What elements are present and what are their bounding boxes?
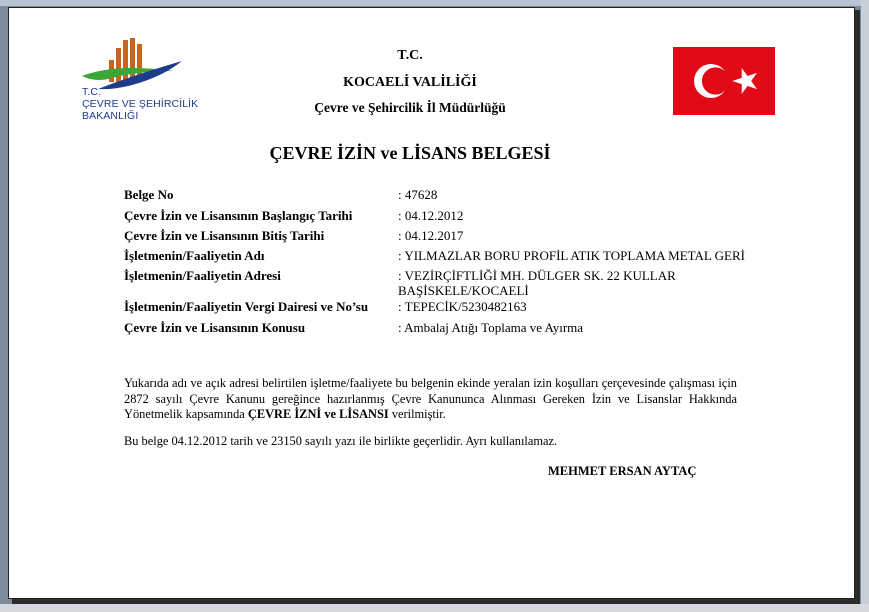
certificate-paragraph — [124, 376, 737, 423]
signatory-name: MEHMET ERSAN AYTAÇ — [548, 464, 697, 478]
viewer-bottom-bar — [0, 604, 869, 612]
field-label-address: İşletmenin/Faaliyetin Adresi — [124, 268, 281, 283]
validity-note: Bu belge 04.12.2012 tarih ve 23150 sayılı yazı ile birlikte geçerlidir. Ayrı kullanılamaz. — [124, 434, 558, 448]
field-value-belge-no: : 47628 — [398, 187, 438, 202]
header-valilik: KOCAELİ VALİLİĞİ — [343, 75, 477, 90]
field-label-tax-office: İşletmenin/Faaliyetin Vergi Dairesi ve No’su — [124, 299, 369, 314]
field-value-subject: : Ambalaj Atığı Toplama ve Ayırma — [398, 320, 584, 335]
viewer-top-strip — [0, 0, 869, 6]
field-value-end-date: : 04.12.2017 — [398, 228, 464, 243]
header-directorate: Çevre ve Şehircilik İl Müdürlüğü — [314, 100, 506, 115]
logo-text-tc: T.C. — [82, 86, 102, 98]
header-tc: T.C. — [397, 48, 423, 63]
field-value-address: : VEZİRÇİFTLİĞİ MH. DÜLGER SK. 22 KULLAR — [398, 268, 676, 283]
document-title: ÇEVRE İZİN ve LİSANS BELGESİ — [269, 143, 551, 163]
logo-text-ministry: ÇEVRE VE ŞEHİRCİLİK — [82, 98, 199, 110]
field-label-subject: Çevre İzin ve Lisansının Konusu — [124, 320, 306, 335]
logo-text-bakanlik: BAKANLIĞI — [82, 110, 139, 122]
paragraph-end-text: verilmiştir. — [391, 407, 446, 421]
field-label-business-name: İşletmenin/Faaliyetin Adı — [124, 248, 265, 263]
field-label-start-date: Çevre İzin ve Lisansının Başlangıç Tarihi — [124, 208, 353, 223]
field-label-end-date: Çevre İzin ve Lisansının Bitiş Tarihi — [124, 228, 325, 243]
viewer-right-edge — [861, 0, 869, 612]
field-label-belge-no: Belge No — [124, 187, 174, 202]
paragraph-bold-text: ÇEVRE İZNİ ve LİSANSI — [247, 407, 389, 421]
field-value-start-date: : 04.12.2012 — [398, 208, 464, 223]
turkish-flag-icon — [673, 47, 775, 115]
field-value-address-line2: BAŞİSKELE/KOCAELİ — [398, 283, 529, 298]
field-value-tax-office: : TEPECİK/5230482163 — [398, 299, 527, 314]
paragraph-text: Yukarıda adı ve açık adresi belirtilen işletme/faaliyete bu belgenin ekinde yeralan izin koşulları çerçevesinde çalışması için 2872 sayılı Çevre Kanunu gereğince hazırlanmış Çevre Kanununca Alınması Gereken İzin ve Lisanslar Hakkında Yönetmelik kapsamında — [124, 376, 737, 421]
field-value-business-name: : YILMAZLAR BORU PROFİL ATIK TOPLAMA METAL GERİ — [398, 248, 745, 263]
